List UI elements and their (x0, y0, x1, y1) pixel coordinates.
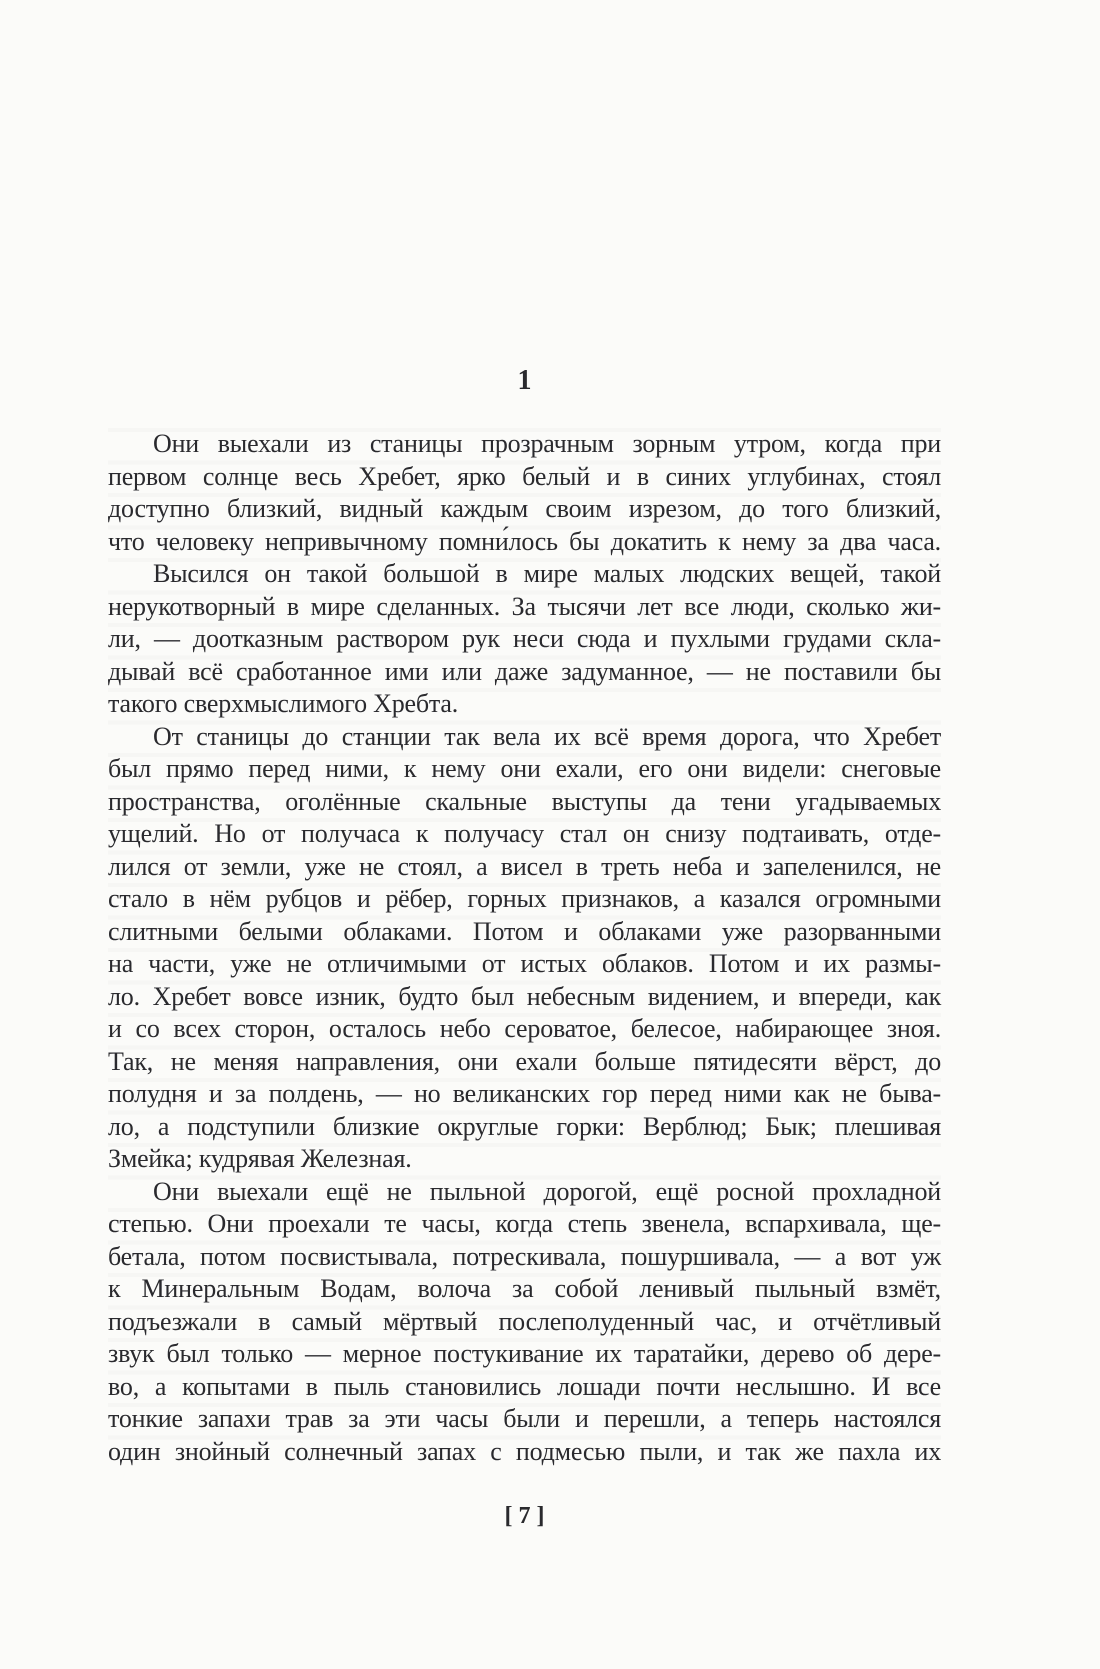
page-number-footer: [ 7 ] (504, 1503, 545, 1529)
text-line: Они выехали ещё не пыльной дорогой, ещё росной прохладной (153, 1176, 941, 1206)
text-line: От станицы до станции так вела их всё время дорога, что Хребет (153, 721, 941, 751)
text-line: ущелий. Но от получаса к получасу стал он снизу подтаивать, отде- (108, 819, 941, 848)
text-line: первом солнце весь Хребет, ярко белый и в синих углубинах, стоял (108, 461, 941, 491)
text-column (108, 0, 941, 1530)
text-line: Так, не меняя направления, они ехали больше пятидесяти вёрст, до (108, 1046, 941, 1076)
text-line: что человеку непривычному помни́лось бы докатить к нему за два часа. (108, 526, 941, 556)
text-line: пространства, оголённые скальные выступы да тени угадываемых (108, 786, 941, 816)
text-line: лился от земли, уже не стоял, а висел в треть неба и запеленился, не (108, 851, 941, 881)
paragraph (108, 558, 941, 721)
text-line: ло. Хребет вовсе изник, будто был небесным видением, и впереди, как (108, 981, 941, 1011)
paragraph (108, 721, 941, 1176)
text-line: и со всех сторон, осталось небо сероватое, белесое, набирающее зноя. (108, 1014, 941, 1043)
text-line: Змейка; кудрявая Железная. (108, 1144, 412, 1173)
text-line: к Минеральным Водам, волоча за собой ленивый пыльный взмёт, (108, 1274, 941, 1303)
text-line: подъезжали в самый мёртвый послеполуденный час, и отчётливый (108, 1306, 941, 1336)
text-line: степью. Они проехали те часы, когда степь звенела, вспархивала, ще- (108, 1209, 941, 1238)
chapter-heading: 1 (517, 365, 532, 396)
text-line: был прямо перед ними, к нему они ехали, его они видели: снеговые (108, 754, 941, 783)
text-line: на части, уже не отличимыми от истых облаков. Потом и их размы- (108, 949, 941, 978)
text-line: стало в нём рубцов и рёбер, горных признаков, а казался огромными (108, 884, 941, 913)
text-line: Они выехали из станицы прозрачным зорным утром, когда при (153, 429, 941, 458)
paragraph (108, 1176, 941, 1469)
text-line: во, а копытами в пыль становились лошади почти неслышно. И все (108, 1371, 941, 1401)
text-line: ли, — доотказным раствором рук неси сюда и пухлыми грудами скла- (108, 624, 941, 653)
text-line: доступно близкий, видный каждым своим изрезом, до того близкий, (108, 494, 941, 523)
text-line: нерукотворный в мире сделанных. За тысячи лет все люди, сколько жи- (108, 591, 941, 621)
text-line: звук был только — мерное постукивание их таратайки, дерево об дере- (108, 1339, 941, 1368)
text-line: полудня и за полдень, — но великанских гор перед ними как не быва- (108, 1079, 941, 1108)
text-line: один знойный солнечный запах с подмесью пыли, и так же пахла их (108, 1436, 941, 1466)
paragraph (108, 428, 941, 558)
text-line: тонкие запахи трав за эти часы были и перешли, а теперь настоялся (108, 1404, 941, 1433)
text-line: дывай всё сработанное ими или даже задуманное, — не поставили бы (108, 656, 941, 686)
text-line: слитными белыми облаками. Потом и облаками уже разорванными (108, 916, 941, 946)
text-line: такого сверхмыслимого Хребта. (108, 689, 459, 718)
body-text (108, 428, 941, 1468)
text-line: Высился он такой большой в мире малых людских вещей, такой (153, 559, 941, 588)
text-line: ло, а подступили близкие округлые горки: Верблюд; Бык; плешивая (108, 1111, 941, 1141)
text-line: бетала, потом посвистывала, потрескивала, пошуршивала, — а вот уж (108, 1241, 941, 1271)
